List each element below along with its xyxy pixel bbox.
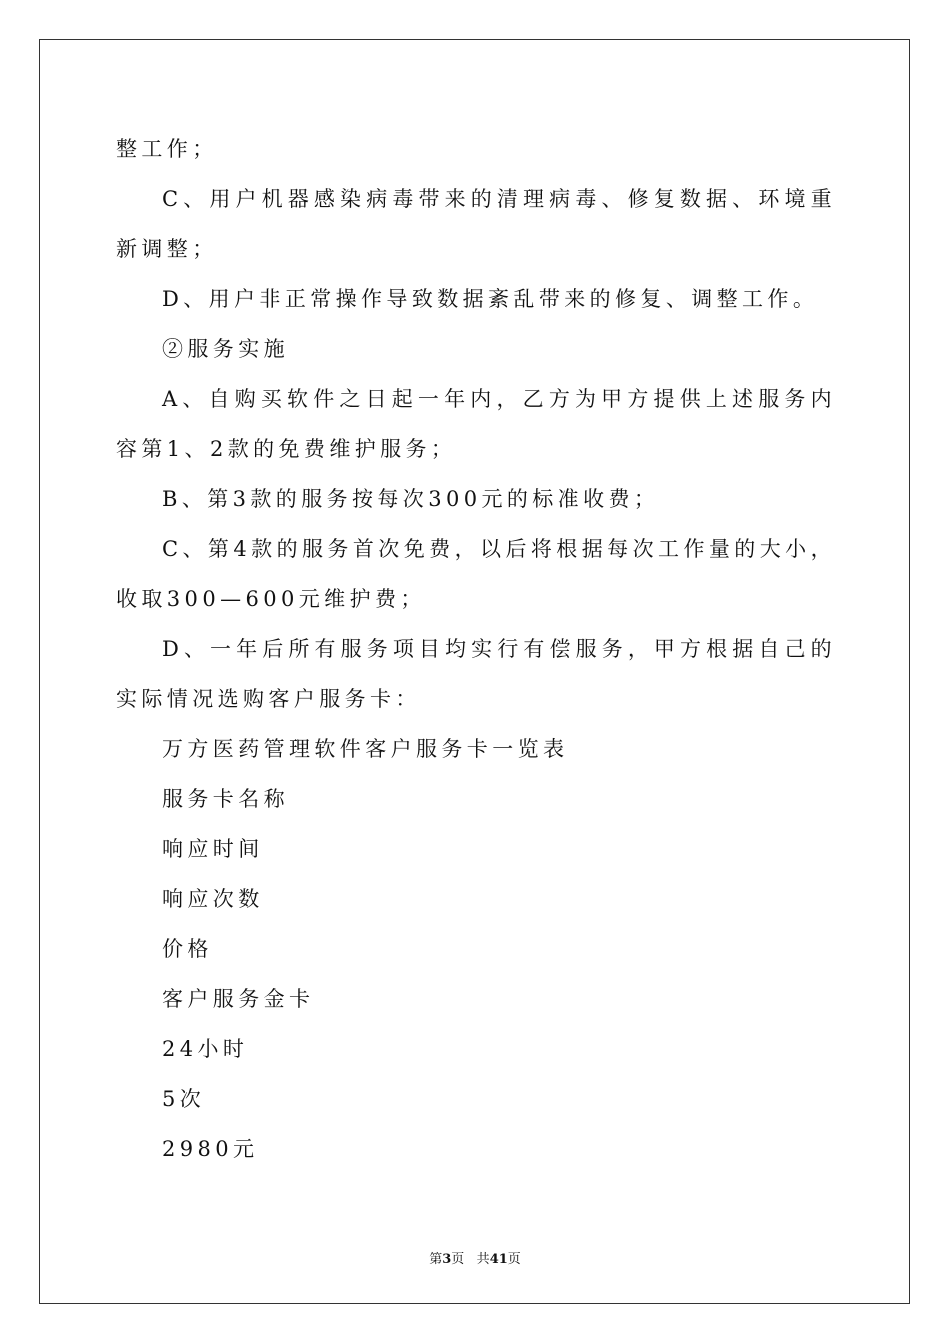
footer-total-pages: 41 bbox=[489, 1252, 508, 1267]
table-title: 万方医药管理软件客户服务卡一览表 bbox=[162, 737, 569, 761]
paragraph: C、用户机器感染病毒带来的清理病毒、修复数据、环境重新调整； bbox=[116, 187, 836, 261]
page-footer bbox=[0, 1248, 950, 1267]
table-cell-response-time: 24小时 bbox=[162, 1037, 249, 1061]
document-body bbox=[116, 124, 836, 1174]
paragraph: A、自购买软件之日起一年内，乙方为甲方提供上述服务内容第1、2款的免费维护服务； bbox=[116, 387, 836, 461]
footer-page-prefix: 第 bbox=[429, 1252, 443, 1267]
table-header-price: 价格 bbox=[162, 937, 213, 961]
table-header-response-count: 响应次数 bbox=[162, 887, 264, 911]
table-cell-price: 2980元 bbox=[162, 1137, 259, 1161]
paragraph: B、第3款的服务按每次300元的标准收费； bbox=[162, 487, 660, 511]
table-header-card-name: 服务卡名称 bbox=[162, 787, 289, 811]
paragraph: D、一年后所有服务项目均实行有偿服务，甲方根据自己的实际情况选购客户服务卡： bbox=[116, 637, 836, 711]
paragraph: D、用户非正常操作导致数据紊乱带来的修复、调整工作。 bbox=[162, 287, 819, 311]
table-cell-response-count: 5次 bbox=[162, 1087, 206, 1111]
section-heading: ②服务实施 bbox=[162, 337, 289, 361]
paragraph: C、第4款的服务首次免费，以后将根据每次工作量的大小，收取300—600元维护费； bbox=[116, 537, 836, 611]
footer-total-prefix: 共 bbox=[476, 1252, 490, 1267]
footer-page-suffix: 页 bbox=[451, 1252, 465, 1267]
footer-page-number: 3 bbox=[442, 1252, 452, 1267]
table-header-response-time: 响应时间 bbox=[162, 837, 264, 861]
table-cell-card-name: 客户服务金卡 bbox=[162, 987, 315, 1011]
footer-total-suffix: 页 bbox=[507, 1252, 521, 1267]
paragraph: 整工作； bbox=[116, 137, 218, 161]
